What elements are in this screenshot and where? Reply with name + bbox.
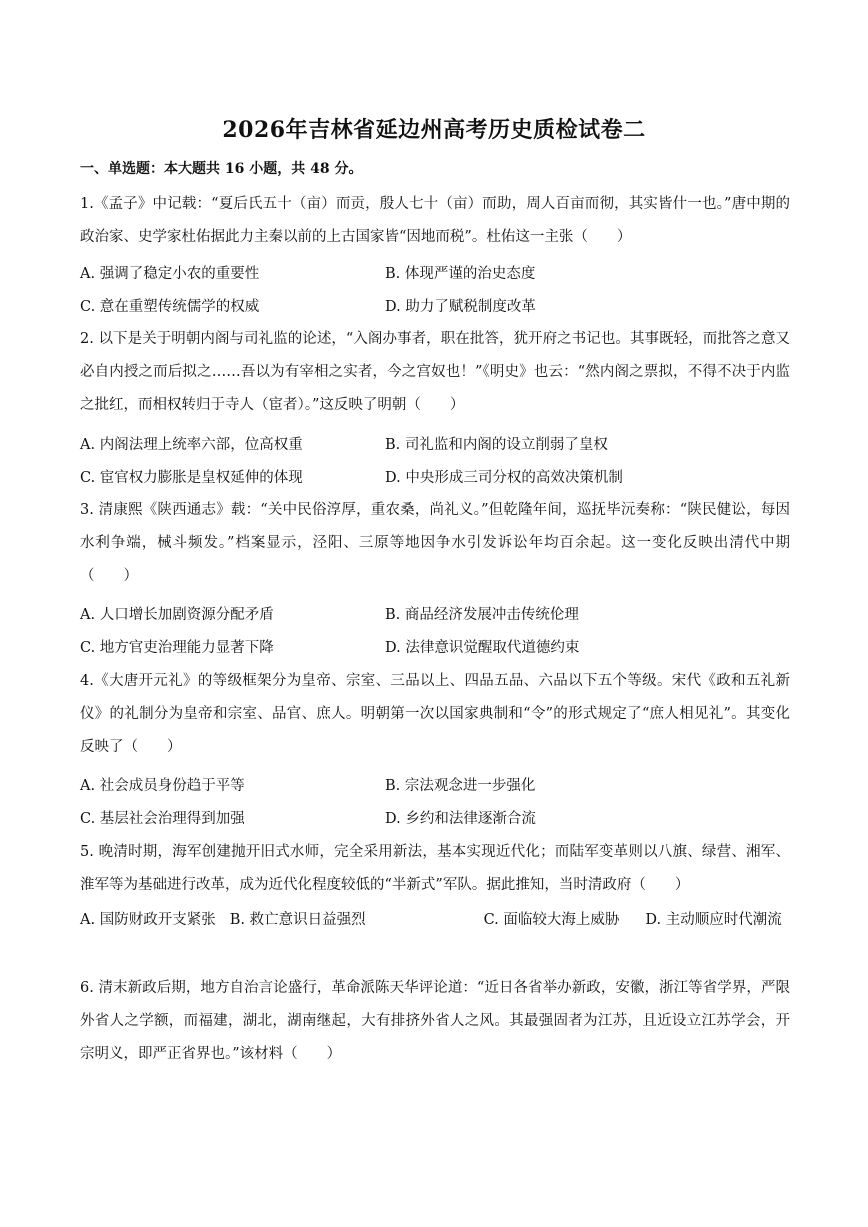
question-1-stem: 1.《孟子》中记载：“夏后氏五十（亩）而贡，殷人七十（亩）而助，周人百亩而彻，其实皆什一也。”唐中期的政治家、史学家杜佑据此力主秦以前的上古国家皆“因地而税”。杜佑这一主张（ ） — [80, 196, 790, 245]
page-title: 2026年吉林省延边州高考历史质检试卷二 — [222, 117, 646, 143]
option-c[interactable]: C. 面临较大海上威胁 — [483, 912, 620, 928]
option-d[interactable]: D. 法律意识觉醒取代道德约束 — [385, 640, 580, 656]
option-a[interactable]: A. 社会成员身份趋于平等 — [80, 778, 245, 794]
question-2-options — [80, 433, 790, 467]
option-c[interactable]: C. 地方官吏治理能力显著下降 — [80, 640, 274, 656]
option-c[interactable]: C. 基层社会治理得到加强 — [80, 811, 245, 827]
option-a[interactable]: A. 强调了稳定小农的重要性 — [80, 266, 260, 282]
section-heading: 一、单选题：本大题共 16 小题，共 48 分。 — [80, 161, 363, 177]
question-3-stem: 3. 清康熙《陕西通志》载：“关中民俗淳厚，重农桑，尚礼义。”但乾隆年间，巡抚毕沅奏称：“陕民健讼，每因水利争端，械斗频发。”档案显示，泾阳、三原等地因争水引发诉讼年均百余起。这一变化反映出清代中期（ ） — [80, 502, 790, 584]
question-3-options — [80, 603, 790, 637]
question-5-options — [80, 904, 790, 937]
option-d[interactable]: D. 助力了赋税制度改革 — [385, 299, 536, 315]
option-d[interactable]: D. 中央形成三司分权的高效决策机制 — [385, 470, 623, 486]
option-c[interactable]: C. 宦官权力膨胀是皇权延伸的体现 — [80, 470, 303, 486]
option-b[interactable]: B. 司礼监和内阁的设立削弱了皇权 — [385, 437, 608, 453]
option-b[interactable]: B. 宗法观念进一步强化 — [385, 778, 536, 794]
option-b[interactable]: B. 救亡意识日益强烈 — [229, 912, 366, 928]
question-6-stem: 6. 清末新政后期，地方自治言论盛行，革命派陈天华评论道：“近日各省举办新政，安徽，浙江等省学界，严限外省人之学额，而福建，湖北，湖南继起，大有排挤外省人之风。其最强固者为江苏，且近设立江苏学会，开宗明义，即严正省界也。”该材料（ ） — [80, 980, 790, 1062]
question-2-stem: 2. 以下是关于明朝内阁与司礼监的论述，“入阁办事者，职在批答，犹开府之书记也。其事既轻，而批答之意又必自内授之而后拟之……吾以为有宰相之实者，今之宫奴也！”《明史》也云：“然内阁之票拟，不得不决于内监之批红，而相权转归于寺人（宦者）。”这反映了明朝（ ） — [80, 331, 790, 413]
option-a[interactable]: A. 人口增长加剧资源分配矛盾 — [80, 607, 274, 623]
question-4-options — [80, 774, 790, 808]
option-d[interactable]: D. 主动顺应时代潮流 — [645, 912, 782, 928]
option-b[interactable]: B. 体现严谨的治史态度 — [385, 266, 536, 282]
question-4-stem: 4.《大唐开元礼》的等级框架分为皇帝、宗室、三品以上、四品五品、六品以下五个等级。宋代《政和五礼新仪》的礼制分为皇帝和宗室、品官、庶人。明朝第一次以国家典制和“令”的形式规定了“庶人相见礼”。其变化反映了（ ） — [80, 673, 790, 755]
question-1-options — [80, 262, 790, 296]
option-b[interactable]: B. 商品经济发展冲击传统伦理 — [385, 607, 579, 623]
option-a[interactable]: A. 国防财政开支紧张 — [80, 912, 216, 928]
option-c[interactable]: C. 意在重塑传统儒学的权威 — [80, 299, 260, 315]
question-5-stem: 5. 晚清时期，海军创建抛开旧式水师，完全采用新法，基本实现近代化；而陆军变革则以八旗、绿营、湘军、淮军等为基础进行改革，成为近代化程度较低的“半新式”军队。据此推知，当时清政府（ ） — [80, 844, 790, 893]
option-a[interactable]: A. 内阁法理上统率六部，位高权重 — [80, 437, 303, 453]
option-d[interactable]: D. 乡约和法律逐渐合流 — [385, 811, 536, 827]
